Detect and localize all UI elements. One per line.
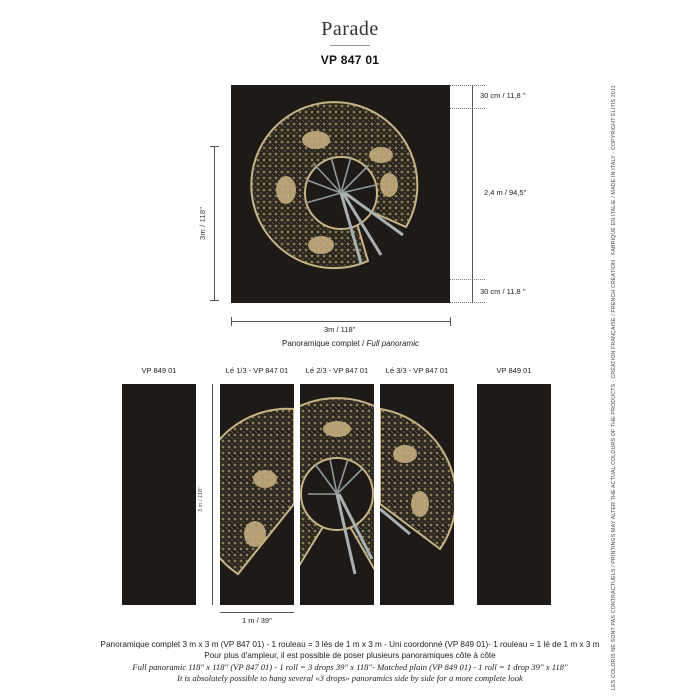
drop-dim-label-height: 3 m / 118'' [198, 486, 204, 512]
drop-dim-line-height [212, 384, 213, 605]
footer-line-fr-1: Panoramique complet 3 m x 3 m (VP 847 01) - 1 rouleau = 3 lés de 1 m x 3 m - Uni coordonné (VP 849 01)- 1 rouleau = 1 lé de 1 m x 3 m [100, 640, 600, 649]
footer-line-en-2: It is absolutely possible to hang several «3 drops» panoramics side by side for a more complete look [177, 673, 523, 683]
drop-2-motif [300, 384, 374, 605]
dim-line-right [472, 85, 473, 303]
drop-3-motif [380, 384, 454, 605]
drop-dim-line-width [220, 612, 294, 613]
dim-guide-bottom [450, 302, 485, 303]
dim-line-left [214, 146, 215, 301]
dim-tick-left-bottom [210, 300, 219, 301]
dim-tick-bottom-left [231, 317, 232, 326]
dim-label-motif-height: 2,4 m / 94,5'' [484, 188, 527, 197]
dim-label-panel-height: 3m / 118'' [198, 206, 207, 240]
plain-drop-right [477, 384, 551, 605]
dim-label-panel-width: 3m / 118'' [324, 325, 356, 334]
dim-line-bottom [231, 321, 450, 322]
collection-title: Parade [321, 18, 379, 40]
dim-label-bottom-margin: 30 cm / 11,8 '' [480, 287, 526, 296]
drop-label-3: Lé 3/3 - VP 847 01 [385, 366, 449, 375]
caption-en: Full panoramic [366, 339, 419, 348]
panoramic-drop-3 [380, 384, 454, 605]
title-divider [330, 45, 370, 46]
dim-guide-upper [450, 108, 485, 109]
fan-motif-illustration [231, 85, 450, 303]
caption-fr: Panoramique complet [282, 339, 360, 348]
full-panoramic-caption [282, 339, 419, 348]
drop-label-1: Lé 1/3 - VP 847 01 [225, 366, 289, 375]
side-legal-note: LES COLORIS NE SONT PAS CONTRACTUELS / PRINTINGS MAY ALTER THE ACTUAL COLOURS OF THE PRODUCTS · CRÉATION FRANÇAISE / FRENCH CREATION · FABRIQUÉ EN ITALIE / MADE IN ITALY · COPYRIGHT ÉLITIS 2011 [611, 85, 617, 690]
dim-label-top-margin: 30 cm / 11,8 '' [480, 91, 526, 100]
product-reference: VP 847 01 [320, 53, 380, 67]
dim-tick-bottom-right [450, 317, 451, 326]
footer-line-en-1: Full panoramic 118'' x 118'' (VP 847 01) - 1 roll = 3 drops 39'' x 118''- Matched plain (VP 849 01) - 1 roll = 1 drop 39'' x 118'' [132, 662, 568, 672]
dim-guide-lower [450, 279, 485, 280]
drop-dim-label-width: 1 m / 39'' [242, 616, 272, 625]
drop-label-plain-right: VP 849 01 [496, 366, 532, 375]
drop-1-motif [220, 384, 294, 605]
drop-label-2: Lé 2/3 - VP 847 01 [305, 366, 369, 375]
caption-separator: / [359, 339, 367, 348]
plain-drop-left [122, 384, 196, 605]
panoramic-drop-2 [300, 384, 374, 605]
panoramic-drop-1 [220, 384, 294, 605]
footer-line-fr-2: Pour plus d'ampleur, il est possible de poser plusieurs panoramiques côte à côte [204, 651, 496, 660]
drop-label-plain-left: VP 849 01 [141, 366, 177, 375]
dim-tick-left-top [210, 146, 219, 147]
full-panoramic-image [231, 85, 450, 303]
dim-guide-top [450, 85, 485, 86]
